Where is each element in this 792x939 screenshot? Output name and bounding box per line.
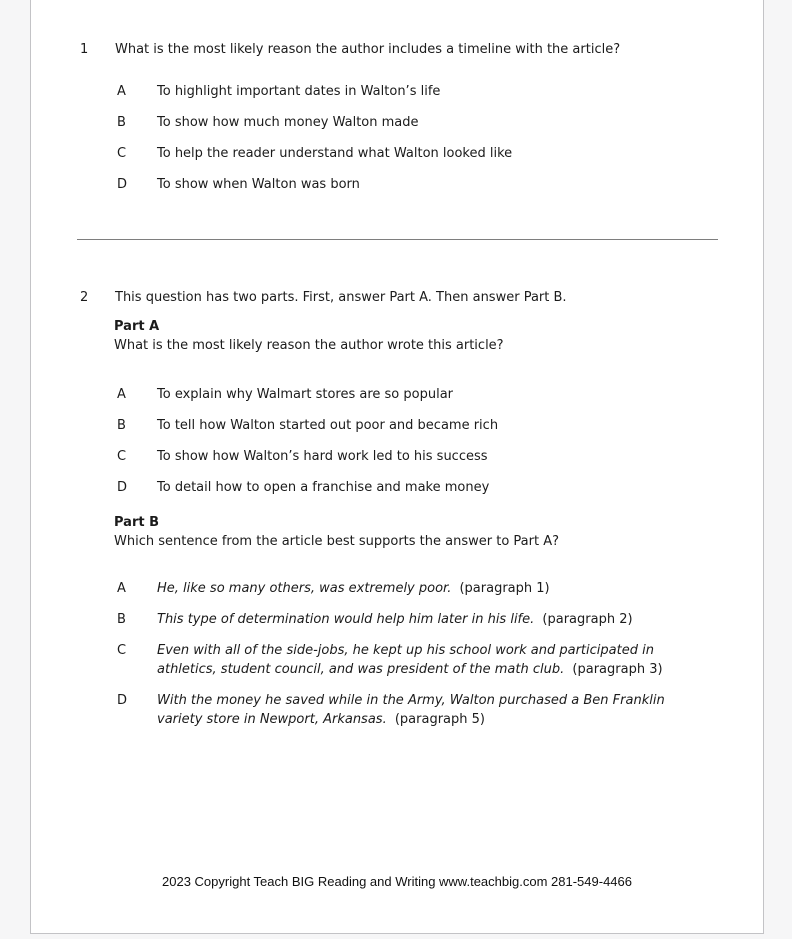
option-text: To show how Walton’s hard work led to his success xyxy=(157,449,488,464)
question-1-option-d xyxy=(117,175,749,194)
question-2-prompt: This question has two parts. First, answer Part A. Then answer Part B. xyxy=(115,290,567,305)
question-1-option-b xyxy=(117,113,749,132)
part-a-prompt: What is the most likely reason the author wrote this article? xyxy=(114,338,504,353)
part-a-label: Part A xyxy=(114,319,160,334)
option-letter: B xyxy=(117,418,126,433)
option-letter: D xyxy=(117,177,128,192)
question-2 xyxy=(80,288,747,307)
option-text xyxy=(157,691,709,729)
part-b-option-c xyxy=(117,641,749,679)
part-b-option-a xyxy=(117,579,749,598)
part-a-option-b xyxy=(117,416,749,435)
option-letter: A xyxy=(117,581,126,596)
question-1-option-a xyxy=(117,82,749,101)
option-quote: With the money he saved while in the Army, Walton purchased a Ben Franklin variety store in Newport, Arkansas. xyxy=(157,693,665,727)
part-b-option-b xyxy=(117,610,749,629)
question-1-number: 1 xyxy=(80,42,89,57)
option-text: To highlight important dates in Walton’s life xyxy=(157,84,441,99)
part-b-prompt: Which sentence from the article best supports the answer to Part A? xyxy=(114,534,560,549)
paragraph-reference: (paragraph 5) xyxy=(394,712,485,727)
part-a-header xyxy=(114,317,747,355)
paragraph-reference: (paragraph 1) xyxy=(459,581,550,596)
option-letter: B xyxy=(117,612,126,627)
option-text xyxy=(157,641,709,679)
part-a-option-c xyxy=(117,447,749,466)
question-1-options xyxy=(117,82,749,194)
part-b-options xyxy=(117,579,749,729)
option-text: To detail how to open a franchise and make money xyxy=(157,480,490,495)
option-text: To help the reader understand what Walton looked like xyxy=(157,146,513,161)
question-1-prompt: What is the most likely reason the author includes a timeline with the article? xyxy=(115,42,621,57)
option-letter: A xyxy=(117,84,126,99)
option-letter: C xyxy=(117,449,127,464)
paragraph-reference: (paragraph 2) xyxy=(542,612,633,627)
option-text: To explain why Walmart stores are so popular xyxy=(157,387,454,402)
option-letter: D xyxy=(117,480,128,495)
option-quote: He, like so many others, was extremely poor. xyxy=(157,581,452,596)
question-1 xyxy=(80,40,747,59)
copyright-footer: 2023 Copyright Teach BIG Reading and Writing www.teachbig.com 281-549-4466 xyxy=(162,874,632,889)
option-text: To show how much money Walton made xyxy=(157,115,419,130)
option-quote: Even with all of the side-jobs, he kept up his school work and participated in athletics, student council, and was president of the math club. xyxy=(157,643,654,677)
option-text: To show when Walton was born xyxy=(157,177,360,192)
part-b-header xyxy=(114,513,747,551)
part-b-option-d xyxy=(117,691,749,729)
option-letter: C xyxy=(117,146,127,161)
option-letter: A xyxy=(117,387,126,402)
part-b-label: Part B xyxy=(114,515,160,530)
question-2-number: 2 xyxy=(80,290,89,305)
option-letter: B xyxy=(117,115,126,130)
option-text xyxy=(157,610,633,629)
part-a-option-d xyxy=(117,478,749,497)
part-a-option-a xyxy=(117,385,749,404)
part-a-options xyxy=(117,385,749,497)
section-divider xyxy=(77,239,718,240)
option-letter: D xyxy=(117,693,128,708)
question-1-option-c xyxy=(117,144,749,163)
option-text: To tell how Walton started out poor and became rich xyxy=(157,418,499,433)
paragraph-reference: (paragraph 3) xyxy=(572,662,663,677)
worksheet-page xyxy=(30,0,764,934)
option-letter: C xyxy=(117,643,127,658)
option-text xyxy=(157,579,550,598)
option-quote: This type of determination would help him later in his life. xyxy=(157,612,535,627)
